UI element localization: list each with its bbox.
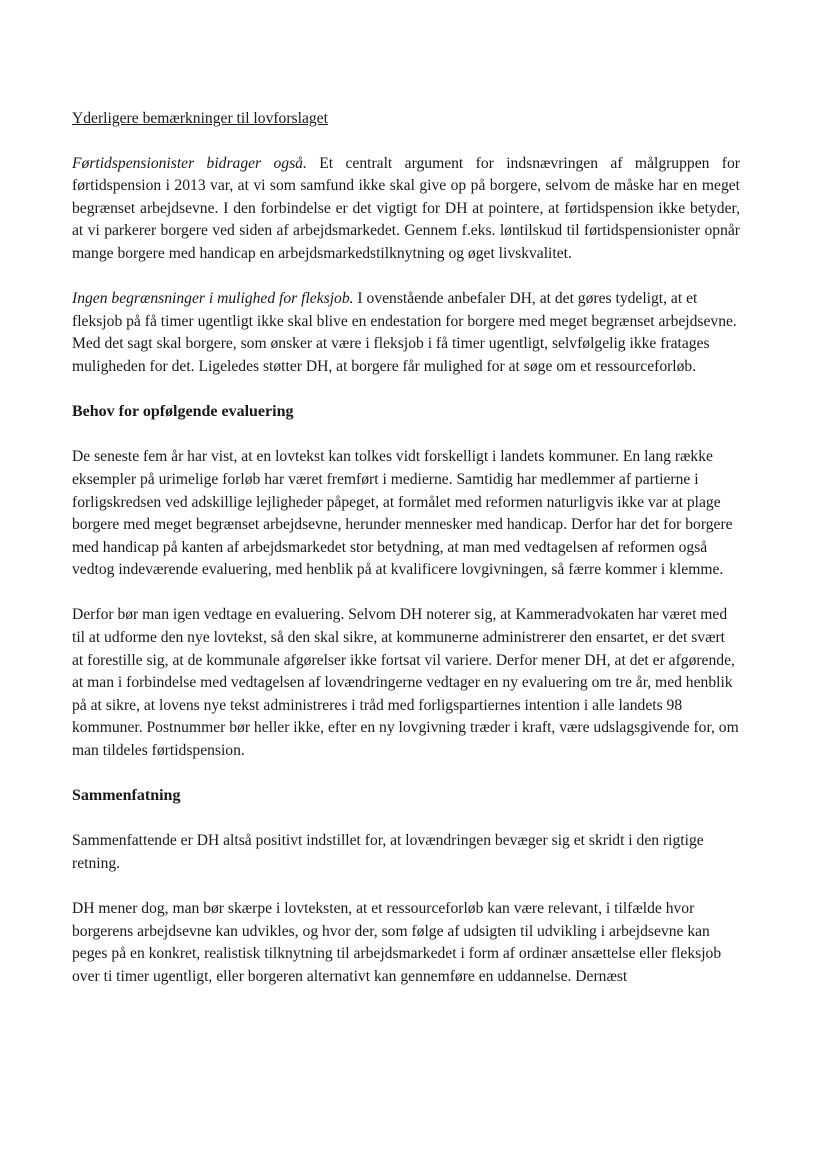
paragraph-lead: Førtidspensionister bidrager også.	[72, 154, 307, 172]
paragraph-text: Et centralt argument for indsnævringen af målgruppen for førtidspension i 2013 var, at vi som samfund ikke skal give op på borgere, selvom de måske har en meget begrænset arbejdsevne. I den forbindelse er det vigtigt for DH at pointere, at førtidspension ikke betyder, at vi parkerer borgere ved siden af arbejdsmarkedet. Gennem f.eks. løntilskud til førtidspensionister opnår mange borgere med handicap en arbejdsmarkedstilknytning og øget livskvalitet.	[72, 154, 740, 262]
document-page	[72, 108, 740, 1011]
paragraph-foertidspensionister	[72, 153, 740, 266]
paragraph-body: De seneste fem år har vist, at en lovtekst kan tolkes vidt forskelligt i landets kommuner. En lang række eksempler på urimelige forløb har været fremført i medierne. Samtidig har medlemmer af partierne i forligskredsen ved adskillige lejligheder påpeget, at formålet med reformen naturligvis ikke var at plage borgere med meget begrænset arbejdsevne, herunder mennesker med handicap. Derfor har det for borgere med handicap på kanten af arbejdsmarkedet stor betydning, at man med vedtagelsen af reformen også vedtog indeværende evaluering, med henblik på at kvalificere lovgivningen, så færre kommer i klemme.	[72, 448, 733, 579]
section-heading-sammenfatning: Sammenfatning	[72, 787, 181, 805]
paragraph-lead: Ingen begrænsninger i mulighed for fleksjob.	[72, 290, 354, 308]
document-title: Yderligere bemærkninger til lovforslaget	[72, 110, 328, 127]
paragraph-body: DH mener dog, man bør skærpe i lovteksten, at et ressourceforløb kan være relevant, i tilfælde hvor borgerens arbejdsevne kan udvikles, og hvor der, som følge af udsigten til udvikling i arbejdsevne kan peges på en konkret, realistisk tilknytning til arbejdsmarkedet i form af ordinær ansættelse eller fleksjob over ti timer ugentligt, eller borgeren alternativt kan gennemføre en uddannelse. Dernæst	[72, 900, 722, 985]
paragraph-fleksjob	[72, 288, 740, 378]
paragraph-body: Derfor bør man igen vedtage en evaluering. Selvom DH noterer sig, at Kammeradvokaten har været med til at udforme den nye lovtekst, så den skal sikre, at kommunerne administrerer den ensartet, er det svært at forestille sig, at de kommunale afgørelser ikke fortsat vil variere. Derfor mener DH, at det er afgørende, at man i forbindelse med vedtagelsen af lovændringerne vedtager en ny evaluering om tre år, med henblik på at sikre, at lovens nye tekst administreres i tråd med forligspartiernes intention i alle landets 98 kommuner. Postnummer bør heller ikke, efter en ny lovgivning træder i kraft, være udslagsgivende for, om man tildeles førtidspension.	[72, 606, 739, 760]
section-heading-evaluering: Behov for opfølgende evaluering	[72, 403, 294, 421]
paragraph-body: Sammenfattende er DH altså positivt indstillet for, at lovændringen bevæger sig et skridt i den rigtige retning.	[72, 832, 704, 872]
paragraph-text: I ovenstående anbefaler DH, at det gøres tydeligt, at et fleksjob på få timer ugentligt ikke skal blive en endestation for borgere med meget begrænset arbejdsevne. Med det sagt skal borgere, som ønsker at være i fleksjob i få timer ugentligt, selvfølgelig ikke fratages muligheden for det. Ligeledes støtter DH, at borgere får mulighed for at søge om et ressourceforløb.	[72, 290, 737, 375]
